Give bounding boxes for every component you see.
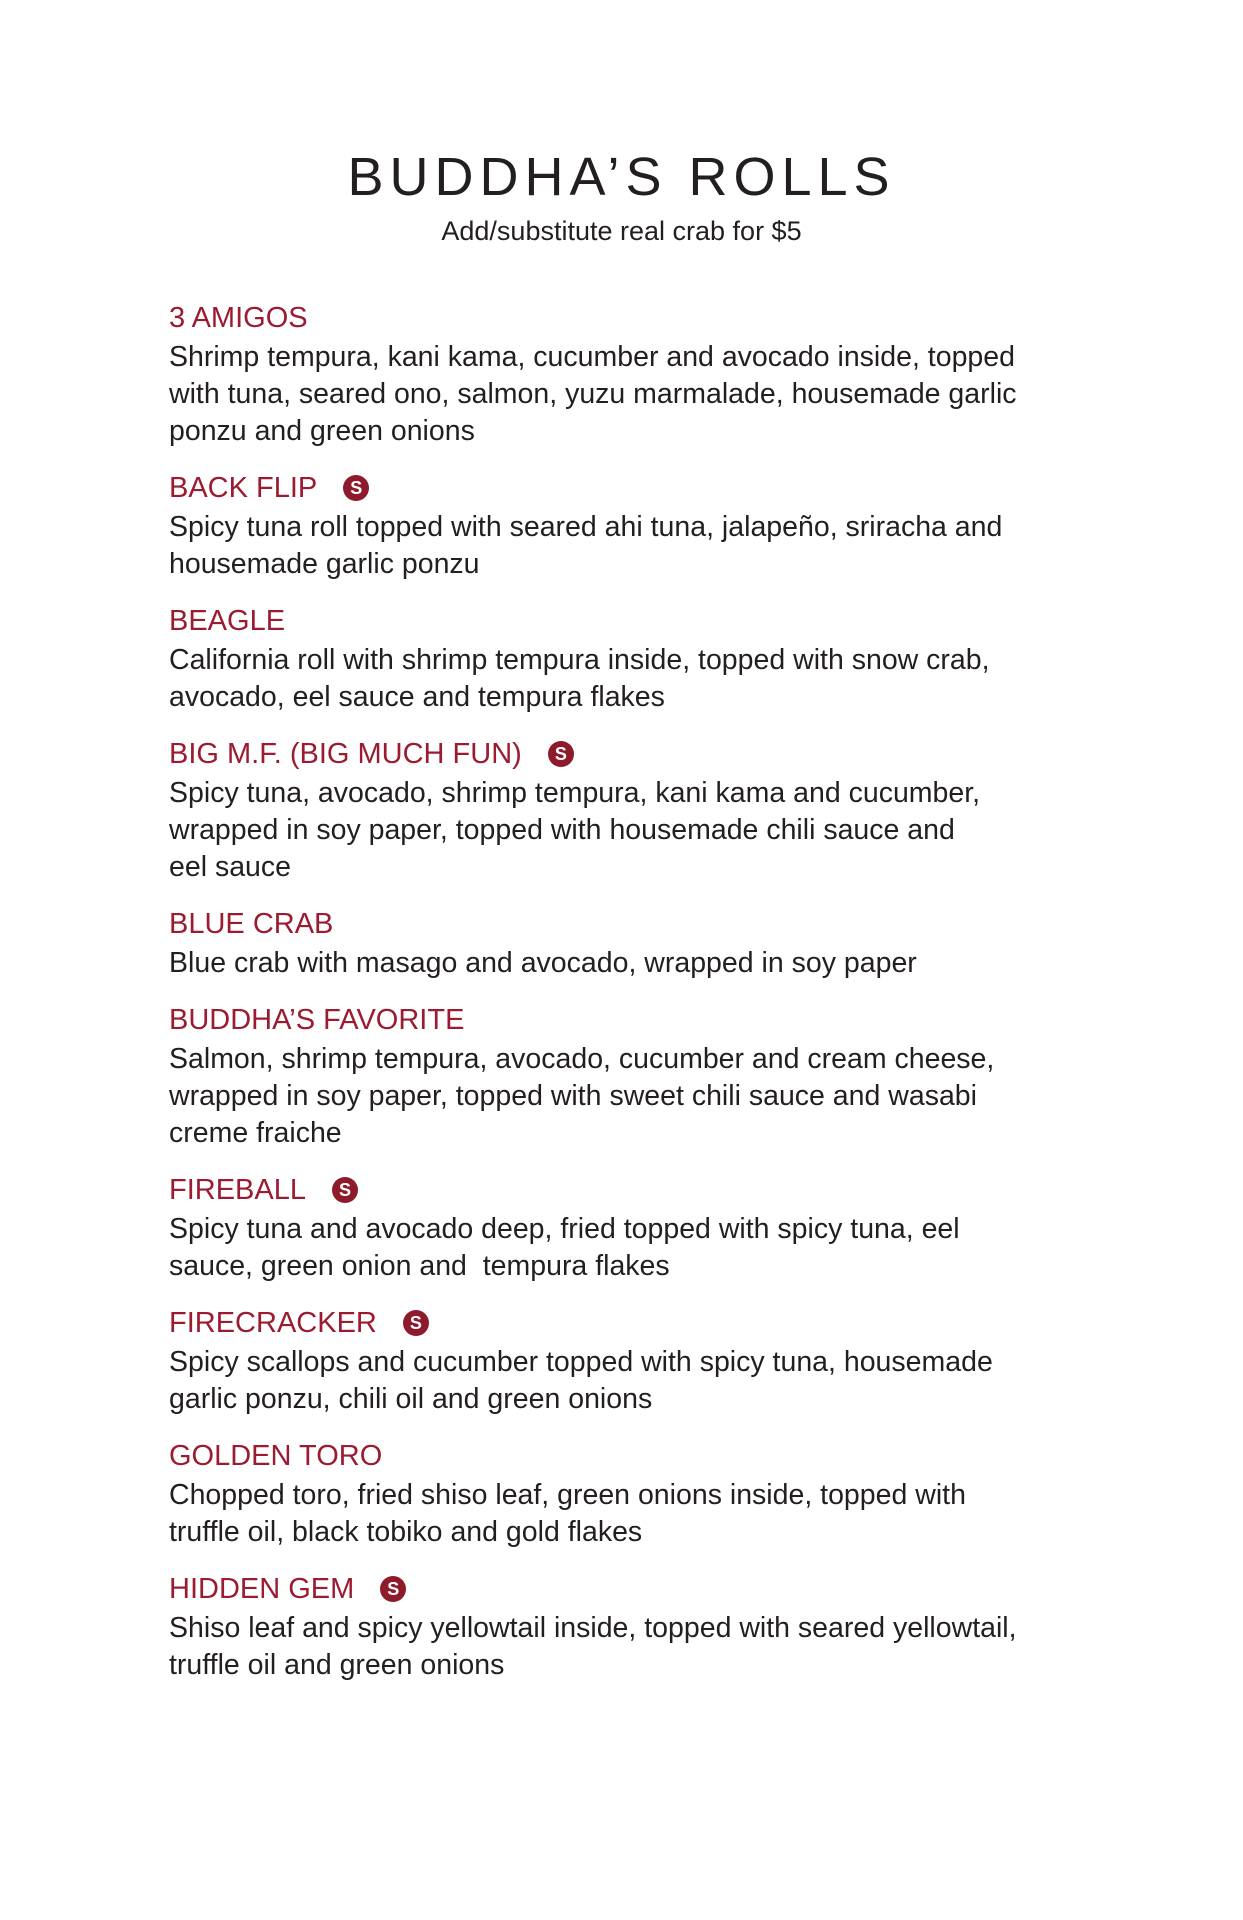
menu-item-description [169,775,1089,886]
description-line: Spicy tuna roll topped with seared ahi tuna, jalapeño, sriracha and [169,511,1003,543]
menu-item [169,1438,1089,1551]
menu-item-name-row [169,1571,1089,1607]
menu-item-name: FIREBALL [169,1174,306,1206]
menu-item [169,736,1089,886]
menu-item [169,906,1089,982]
description-line: ponzu and green onions [169,415,475,447]
menu-item-description [169,1041,1089,1152]
menu-item-name: GOLDEN TORO [169,1440,383,1472]
menu-item-name-row [169,470,1089,506]
spicy-icon: S [380,1576,406,1602]
description-line: sauce, green onion and tempura flakes [169,1250,670,1282]
menu-item-name-row [169,300,1089,336]
menu-item-name: BUDDHA’S FAVORITE [169,1004,465,1036]
menu-item-name: BLUE CRAB [169,908,334,940]
menu-item [169,470,1089,583]
description-line: Blue crab with masago and avocado, wrapped in soy paper [169,947,917,979]
description-line: California roll with shrimp tempura inside, topped with snow crab, [169,644,990,676]
menu-item-name-row [169,603,1089,639]
description-line: avocado, eel sauce and tempura flakes [169,681,665,713]
menu-header [0,146,1243,248]
description-line: Spicy tuna, avocado, shrimp tempura, kani kama and cucumber, [169,777,981,809]
description-line: housemade garlic ponzu [169,548,480,580]
menu-item-description [169,1477,1089,1551]
menu-item-name-row [169,1002,1089,1038]
menu-item-name: BIG M.F. (BIG MUCH FUN) [169,738,522,770]
menu-item-description [169,339,1089,450]
menu-item-description [169,642,1089,716]
description-line: Spicy tuna and avocado deep, fried topped with spicy tuna, eel [169,1213,960,1245]
menu-title: BUDDHA’S ROLLS [347,147,896,207]
spicy-icon: S [343,475,369,501]
description-line: Salmon, shrimp tempura, avocado, cucumber and cream cheese, [169,1043,995,1075]
spicy-icon: S [548,741,574,767]
menu-item-name: FIRECRACKER [169,1307,377,1339]
menu-item [169,1002,1089,1152]
menu-subtitle: Add/substitute real crab for $5 [441,216,802,246]
menu-item-name-row [169,1172,1089,1208]
description-line: truffle oil, black tobiko and gold flakes [169,1516,643,1548]
menu-item-description [169,1211,1089,1285]
menu-item [169,300,1089,450]
description-line: with tuna, seared ono, salmon, yuzu marmalade, housemade garlic [169,378,1017,410]
menu-item [169,1305,1089,1418]
menu-item [169,1571,1089,1684]
menu-item-name: 3 AMIGOS [169,302,308,334]
description-line: Spicy scallops and cucumber topped with spicy tuna, housemade [169,1346,993,1378]
menu-item [169,603,1089,716]
menu-item-description [169,1610,1089,1684]
menu-item-name-row [169,906,1089,942]
description-line: Shiso leaf and spicy yellowtail inside, topped with seared yellowtail, [169,1612,1017,1644]
description-line: wrapped in soy paper, topped with housemade chili sauce and [169,814,955,846]
description-line: truffle oil and green onions [169,1649,505,1681]
menu-item-name: BACK FLIP [169,472,318,504]
menu-item-description [169,1344,1089,1418]
description-line: garlic ponzu, chili oil and green onions [169,1383,653,1415]
menu-item-name: BEAGLE [169,605,286,637]
description-line: Shrimp tempura, kani kama, cucumber and avocado inside, topped [169,341,1015,373]
description-line: wrapped in soy paper, topped with sweet chili sauce and wasabi [169,1080,977,1112]
menu-list [169,300,1089,1704]
menu-item-description [169,509,1089,583]
spicy-icon: S [332,1177,358,1203]
spicy-icon: S [403,1310,429,1336]
menu-item-name-row [169,1305,1089,1341]
menu-item-name-row [169,1438,1089,1474]
menu-item [169,1172,1089,1285]
menu-item-name-row [169,736,1089,772]
description-line: creme fraiche [169,1117,342,1149]
description-line: eel sauce [169,851,292,883]
menu-item-description [169,945,1089,982]
description-line: Chopped toro, fried shiso leaf, green onions inside, topped with [169,1479,966,1511]
menu-item-name: HIDDEN GEM [169,1573,355,1605]
